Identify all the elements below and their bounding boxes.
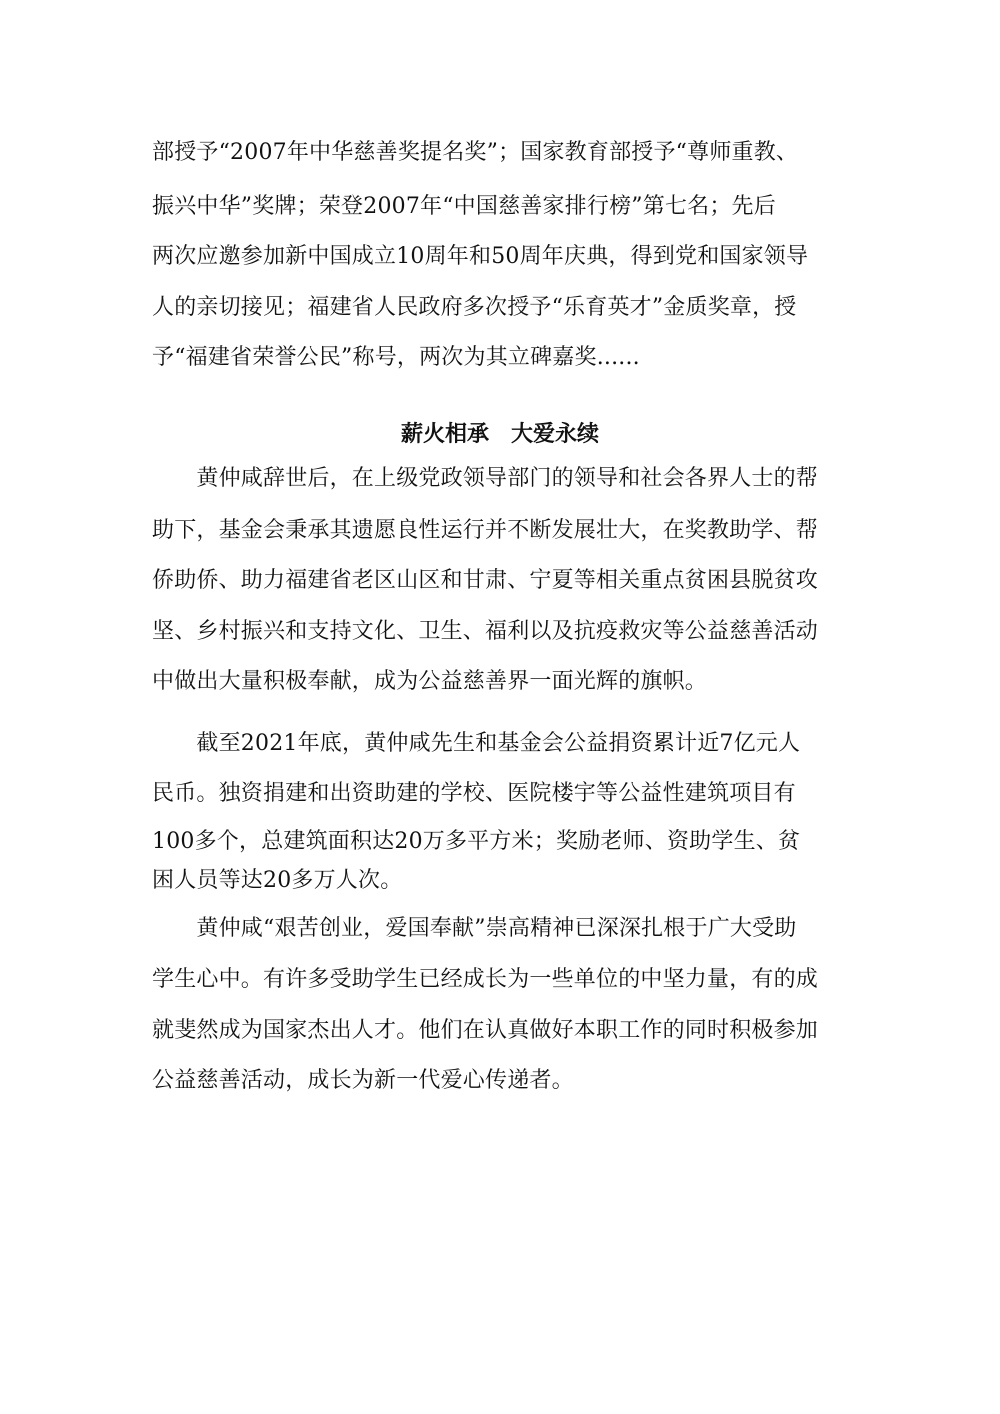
text-line: 民币。独资捐建和出资助建的学校、医院楼宇等公益性建筑项目有 bbox=[152, 781, 796, 806]
text-line: 截至2021年底，黄仲咸先生和基金会公益捐资累计近7亿元人 bbox=[152, 731, 801, 756]
text-line: 部授予“2007年中华慈善奖提名奖”；国家教育部授予“尊师重教、 bbox=[152, 140, 799, 165]
text-line: 公益慈善活动，成长为新一代爱心传递者。 bbox=[152, 1068, 574, 1093]
text-line: 予“福建省荣誉公民”称号，两次为其立碑嘉奖...... bbox=[152, 345, 640, 370]
text-line: 坚、乡村振兴和支持文化、卫生、福利以及抗疫救灾等公益慈善活动 bbox=[152, 619, 819, 644]
text-line: 两次应邀参加新中国成立10周年和50周年庆典，得到党和国家领导 bbox=[152, 244, 809, 269]
text-line: 中做出大量积极奉献，成为公益慈善界一面光辉的旗帜。 bbox=[152, 669, 708, 694]
text-line: 黄仲咸“艰苦创业，爱国奉献”崇高精神已深深扎根于广大受助 bbox=[152, 916, 797, 941]
text-line: 振兴中华”奖牌；荣登2007年“中国慈善家排行榜”第七名；先后 bbox=[152, 194, 776, 219]
text-line: 学生心中。有许多受助学生已经成长为一些单位的中坚力量，有的成 bbox=[152, 967, 819, 992]
text-line: 侨助侨、助力福建省老区山区和甘肃、宁夏等相关重点贫困县脱贫攻 bbox=[152, 568, 819, 593]
text-line: 100多个，总建筑面积达20万多平方米；奖励老师、资助学生、贫 bbox=[152, 829, 801, 854]
text-line: 就斐然成为国家杰出人才。他们在认真做好本职工作的同时积极参加 bbox=[152, 1018, 819, 1043]
section-title: 薪火相承 大爱永续 bbox=[400, 421, 599, 447]
text-line: 黄仲咸辞世后，在上级党政领导部门的领导和社会各界人士的帮 bbox=[152, 466, 819, 491]
text-line: 困人员等达20多万人次。 bbox=[152, 868, 403, 893]
text-line: 助下，基金会秉承其遗愿良性运行并不断发展壮大，在奖教助学、帮 bbox=[152, 518, 819, 543]
text-line: 人的亲切接见；福建省人民政府多次授予“乐育英才”金质奖章，授 bbox=[152, 295, 797, 320]
